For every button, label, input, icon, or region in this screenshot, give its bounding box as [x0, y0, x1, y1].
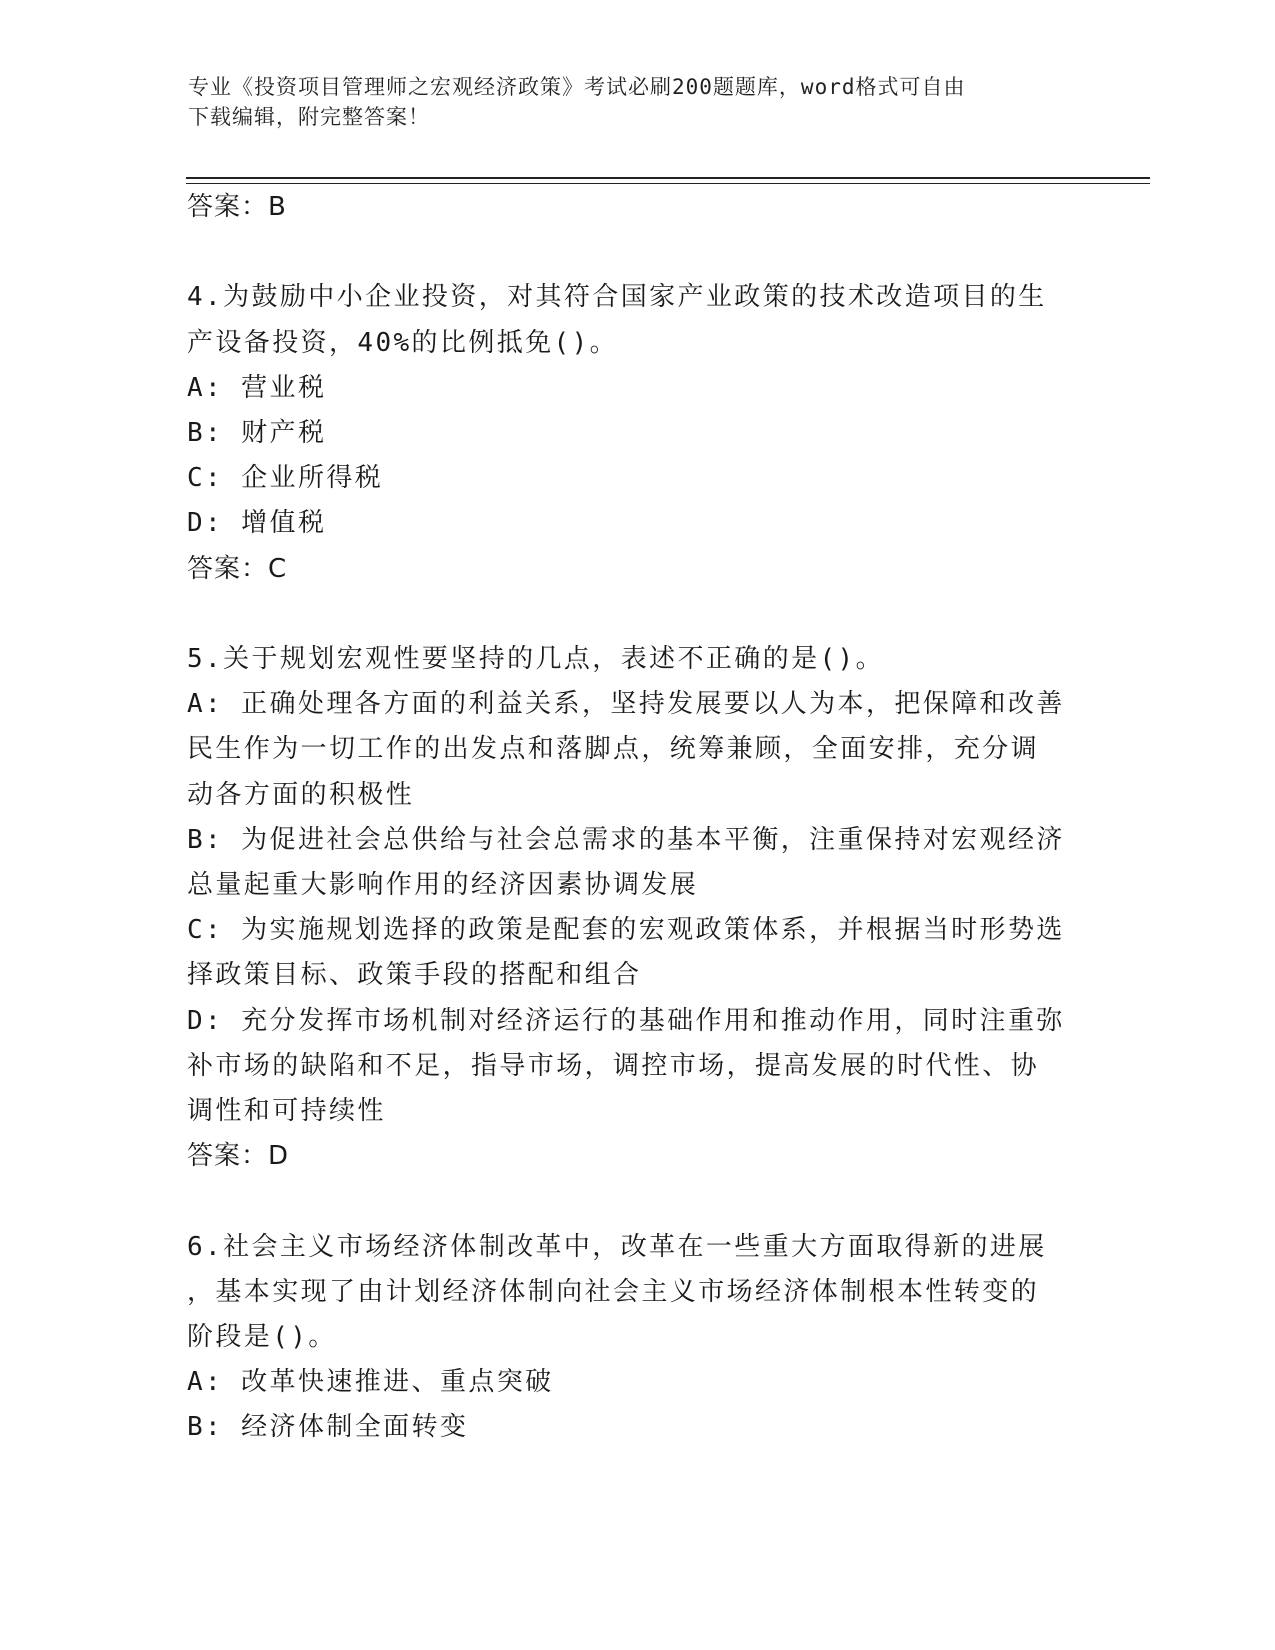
- option-line: 择政策目标、政策手段的搭配和组合: [187, 960, 642, 991]
- option-d: D: 增值税: [187, 508, 327, 539]
- question-stem-line: ，基本实现了由计划经济体制向社会主义市场经济体制根本性转变的: [187, 1276, 1040, 1307]
- question-5: [187, 637, 1087, 1179]
- header-line-2: 下载编辑，附完整答案！: [188, 105, 430, 129]
- spacer: [187, 592, 1087, 637]
- option-c: C: 企业所得税: [187, 463, 384, 494]
- option-a: A: 营业税: [187, 372, 327, 403]
- option-line: D: 充分发挥市场机制对经济运行的基础作用和推动作用，同时注重弥: [187, 1005, 1065, 1036]
- option-line: 调性和可持续性: [187, 1096, 386, 1127]
- option-line: C: 为实施规划选择的政策是配套的宏观政策体系，并根据当时形势选: [187, 915, 1065, 946]
- option-d: [187, 999, 1087, 1135]
- option-a: [187, 682, 1087, 818]
- option-c: [187, 908, 1087, 998]
- header-line-1: 专业《投资项目管理师之宏观经济政策》考试必刷200题题库，word格式可自由: [188, 75, 966, 99]
- question-6: [187, 1225, 1087, 1451]
- answer-previous: 答案：B: [187, 192, 287, 222]
- question-stem-line: 阶段是()。: [187, 1322, 337, 1353]
- document-header: [188, 72, 1068, 132]
- option-b: B: 经济体制全面转变: [187, 1412, 469, 1443]
- option-line: A: 正确处理各方面的利益关系，坚持发展要以人为本，把保障和改善: [187, 689, 1065, 720]
- option-b: B: 财产税: [187, 418, 327, 448]
- option-line: 民生作为一切工作的出发点和落脚点，统筹兼顾，全面安排，充分调: [187, 734, 1040, 765]
- option-line: 总量起重大影响作用的经济因素协调发展: [187, 870, 699, 901]
- question-stem-line: 5.关于规划宏观性要坚持的几点，表述不正确的是()。: [187, 644, 885, 674]
- question-stem-line: 6.社会主义市场经济体制改革中，改革在一些重大方面取得新的进展: [187, 1231, 1047, 1262]
- option-a: A: 改革快速推进、重点突破: [187, 1367, 554, 1398]
- option-line: 动各方面的积极性: [187, 779, 415, 810]
- answer: 答案：D: [187, 1141, 290, 1172]
- question-stem-line: 产设备投资，40%的比例抵免()。: [187, 327, 619, 358]
- option-line: 补市场的缺陷和不足，指导市场，调控市场，提高发展的时代性、协: [187, 1050, 1040, 1081]
- spacer: [187, 1179, 1087, 1224]
- question-list: [187, 185, 1087, 1451]
- question-stem-line: 4.为鼓励中小企业投资，对其符合国家产业政策的技术改造项目的生: [187, 282, 1047, 313]
- spacer: [187, 230, 1087, 275]
- option-b: [187, 818, 1087, 908]
- header-rule-thin: [186, 183, 1150, 184]
- question-4: [187, 275, 1087, 591]
- option-line: B: 为促进社会总供给与社会总需求的基本平衡，注重保持对宏观经济: [187, 824, 1065, 855]
- header-rule-thick: [186, 177, 1150, 179]
- answer: 答案：C: [187, 553, 288, 584]
